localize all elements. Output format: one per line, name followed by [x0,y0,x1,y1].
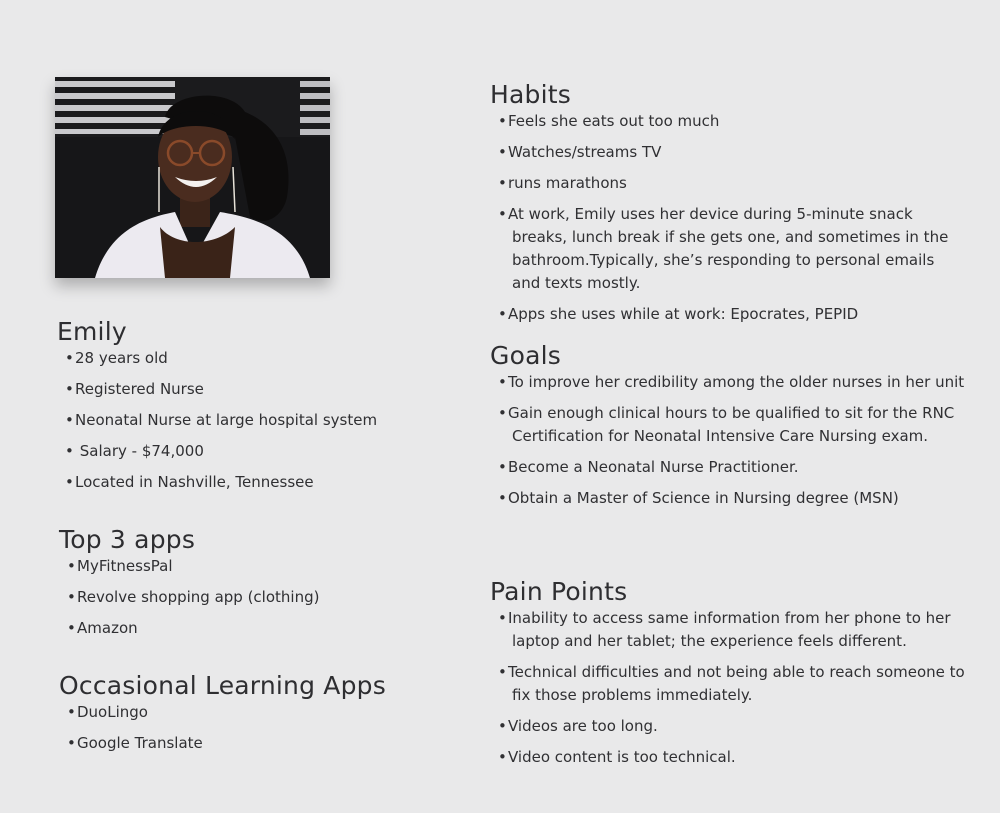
list-item: • Amazon [59,617,459,640]
list-item: • Registered Nurse [57,378,457,401]
list-item: • Watches/streams TV [490,141,965,164]
list-item: • Inability to access same information from her phone to her laptop and her tablet; the experience feels different. [490,607,965,653]
list-item: • 28 years old [57,347,457,370]
list-item: • Obtain a Master of Science in Nursing degree (MSN) [490,487,965,510]
habits-list [490,110,965,326]
top-apps-section [59,525,459,648]
list-item: • Become a Neonatal Nurse Practitioner. [490,456,965,479]
list-item: • Technical difficulties and not being able to reach someone to fix those problems immediately. [490,661,965,707]
goals-title: Goals [490,341,561,370]
pain-points-list [490,607,965,769]
list-item: • Videos are too long. [490,715,965,738]
top-apps-list [59,555,459,640]
list-item: • Apps she uses while at work: Epocrates, PEPID [490,303,965,326]
profile-name: Emily [57,317,127,346]
list-item: • At work, Emily uses her device during 5-minute snack breaks, lunch break if she gets one, and sometimes in the bathroom.Typically, she’s responding to personal emails and texts mostly. [490,203,965,295]
goals-list [490,371,965,510]
top-apps-title: Top 3 apps [59,525,196,554]
list-item: • Gain enough clinical hours to be qualified to sit for the RNC Certification for Neonatal Intensive Care Nursing exam. [490,402,965,448]
list-item: • Google Translate [59,732,459,755]
profile-details-list [57,347,457,494]
list-item: • DuoLingo [59,701,459,724]
learning-apps-section [59,671,459,763]
list-item: • Neonatal Nurse at large hospital system [57,409,457,432]
list-item: • Revolve shopping app (clothing) [59,586,459,609]
pain-points-title: Pain Points [490,577,628,606]
list-item: • runs marathons [490,172,965,195]
goals-section [490,341,965,518]
list-item: • Video content is too technical. [490,746,965,769]
list-item: • To improve her credibility among the older nurses in her unit [490,371,965,394]
list-item: • MyFitnessPal [59,555,459,578]
learning-apps-title: Occasional Learning Apps [59,671,386,700]
habits-section [490,80,965,334]
learning-apps-list [59,701,459,755]
list-item: • Salary - $74,000 [57,440,457,463]
list-item: • Located in Nashville, Tennessee [57,471,457,494]
profile-photo [55,77,330,278]
list-item: • Feels she eats out too much [490,110,965,133]
habits-title: Habits [490,80,571,109]
person-photo-icon [55,77,330,278]
pain-points-section [490,577,965,777]
profile-section [57,317,457,502]
